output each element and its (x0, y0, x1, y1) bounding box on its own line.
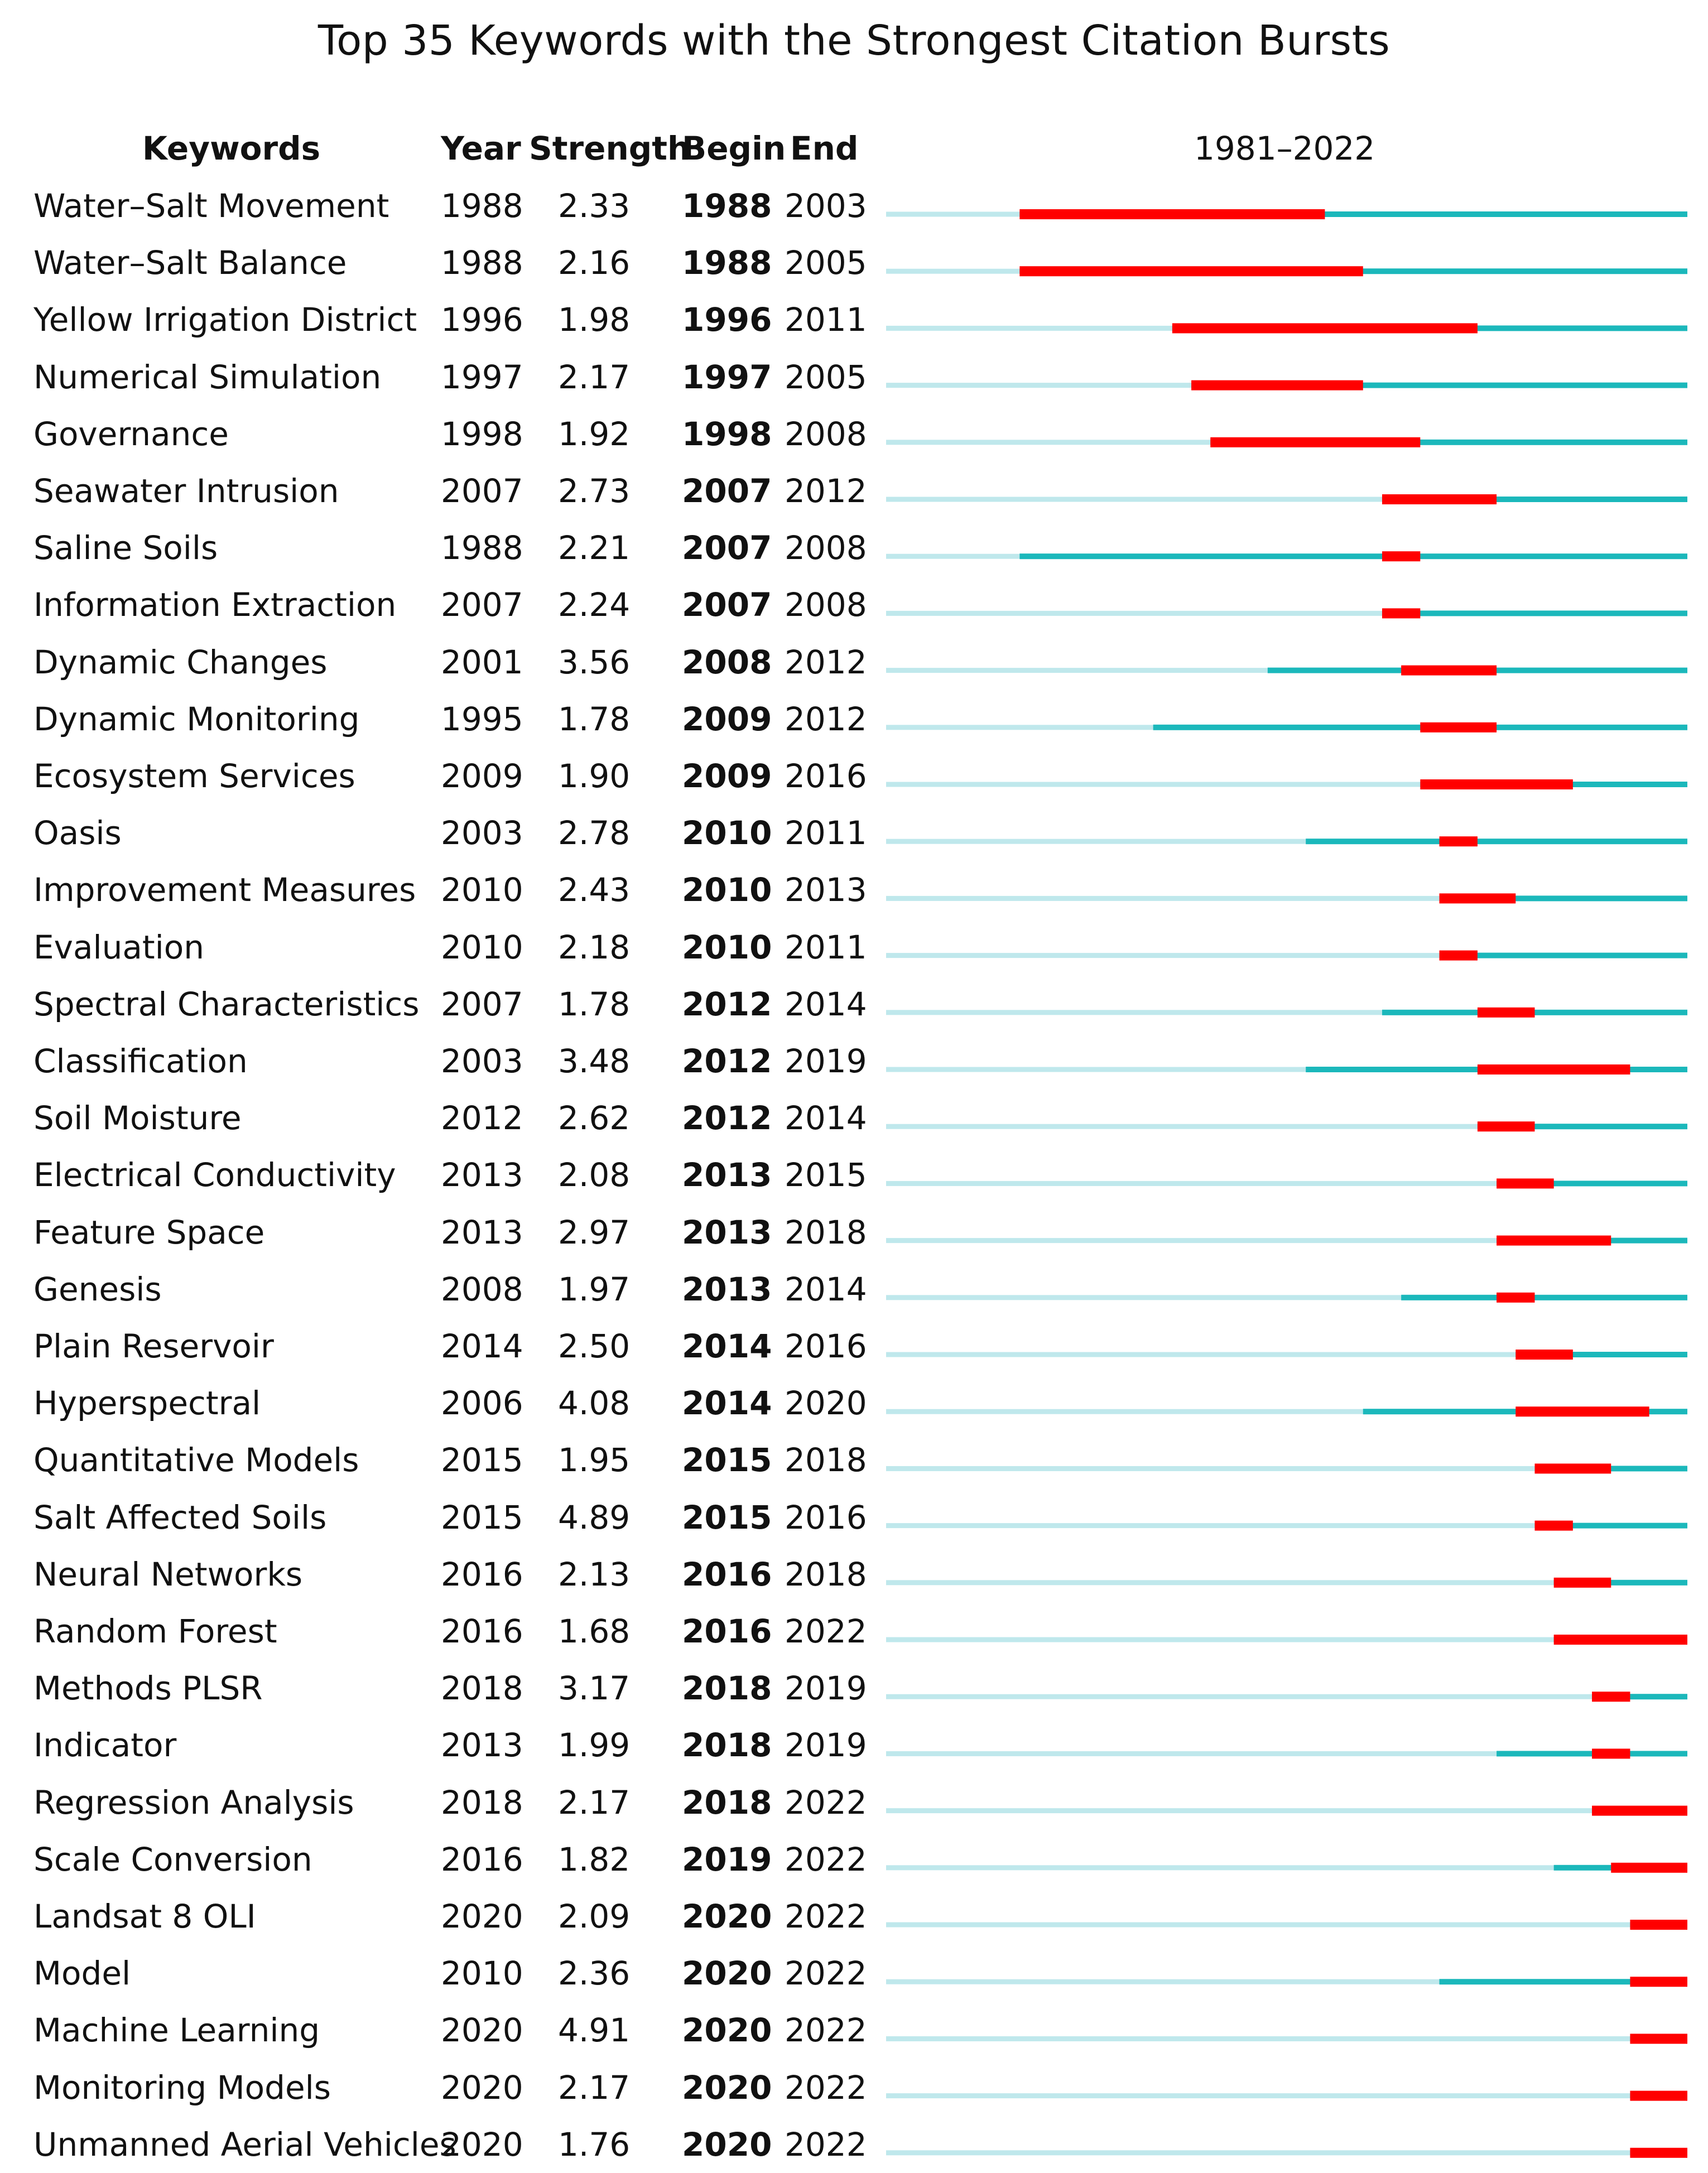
row-strength: 2.17 (558, 358, 631, 396)
row-strength: 1.78 (558, 985, 631, 1023)
burst-bar (1382, 608, 1420, 618)
row-keyword: Seawater Intrusion (33, 472, 339, 510)
burst-bar (1497, 1236, 1611, 1246)
row-end: 2016 (785, 757, 867, 795)
header-keywords: Keywords (142, 129, 321, 167)
row-end: 2011 (785, 301, 867, 339)
row-strength: 1.99 (558, 1726, 631, 1765)
row-end: 2014 (785, 985, 867, 1023)
row-end: 2015 (785, 1156, 867, 1194)
row-begin: 2012 (682, 1042, 772, 1080)
burst-bar (1478, 1121, 1535, 1131)
row-strength: 2.21 (558, 529, 631, 567)
row-end: 2005 (785, 358, 867, 396)
row-year: 2013 (441, 1156, 523, 1194)
burst-bar (1630, 1920, 1687, 1930)
burst-bar (1420, 722, 1497, 733)
row-keyword: Scale Conversion (33, 1840, 312, 1878)
row-strength: 1.68 (558, 1612, 631, 1650)
row-strength: 2.16 (558, 244, 631, 282)
row-end: 2019 (785, 1042, 867, 1080)
burst-bar (1592, 1806, 1687, 1816)
timeline-baseline (886, 2036, 1687, 2041)
burst-bar (1440, 893, 1516, 903)
row-end: 2005 (785, 244, 867, 282)
row-keyword: Landsat 8 OLI (33, 1897, 256, 1935)
row-begin: 2008 (682, 643, 772, 681)
row-begin: 1988 (682, 244, 772, 282)
row-strength: 4.91 (558, 2011, 631, 2050)
burst-bar (1592, 1692, 1630, 1702)
row-strength: 2.73 (558, 472, 631, 510)
timeline-active-period (1306, 839, 1687, 844)
timeline-baseline (886, 2093, 1687, 2098)
row-keyword: Random Forest (33, 1612, 277, 1650)
row-keyword: Machine Learning (33, 2011, 320, 2050)
row-keyword: Information Extraction (33, 586, 397, 624)
row-year: 2012 (441, 1099, 523, 1138)
row-end: 2022 (785, 2068, 867, 2107)
row-end: 2018 (785, 1213, 867, 1251)
row-strength: 4.89 (558, 1498, 631, 1536)
row-strength: 1.90 (558, 757, 631, 795)
row-end: 2011 (785, 814, 867, 852)
burst-bar (1515, 1406, 1649, 1416)
burst-bar (1630, 2148, 1687, 2158)
row-begin: 2012 (682, 985, 772, 1023)
row-end: 2014 (785, 1270, 867, 1308)
row-end: 2018 (785, 1555, 867, 1593)
row-begin: 2015 (682, 1441, 772, 1480)
row-year: 1997 (441, 358, 523, 396)
burst-bar (1478, 1008, 1535, 1018)
row-begin: 2018 (682, 1783, 772, 1822)
row-year: 2020 (441, 1897, 523, 1935)
row-strength: 2.33 (558, 187, 631, 225)
row-begin: 2009 (682, 757, 772, 795)
row-begin: 2020 (682, 1954, 772, 1993)
row-begin: 2014 (682, 1384, 772, 1423)
timeline-active-period (1401, 1295, 1687, 1300)
row-strength: 1.76 (558, 2125, 631, 2164)
row-end: 2008 (785, 415, 867, 453)
row-end: 2016 (785, 1498, 867, 1536)
row-strength: 1.95 (558, 1441, 631, 1480)
row-keyword: Monitoring Models (33, 2068, 331, 2107)
row-end: 2013 (785, 871, 867, 909)
burst-bar (1191, 380, 1363, 391)
row-begin: 2018 (682, 1726, 772, 1765)
row-strength: 4.08 (558, 1384, 631, 1423)
row-begin: 2013 (682, 1156, 772, 1194)
row-keyword: Salt Affected Soils (33, 1498, 327, 1536)
row-strength: 1.92 (558, 415, 631, 453)
row-year: 2015 (441, 1498, 523, 1536)
burst-bar (1554, 1578, 1611, 1588)
row-keyword: Methods PLSR (33, 1669, 263, 1708)
row-strength: 2.62 (558, 1099, 631, 1138)
burst-bar (1440, 951, 1478, 961)
row-keyword: Evaluation (33, 928, 205, 966)
row-year: 1988 (441, 244, 523, 282)
burst-bar (1497, 1178, 1554, 1188)
row-begin: 2020 (682, 2068, 772, 2107)
row-keyword: Plain Reservoir (33, 1327, 274, 1365)
row-end: 2016 (785, 1327, 867, 1365)
row-begin: 2012 (682, 1099, 772, 1138)
row-year: 2007 (441, 586, 523, 624)
burst-bar (1592, 1748, 1630, 1758)
row-strength: 2.17 (558, 1783, 631, 1822)
row-keyword: Soil Moisture (33, 1099, 242, 1138)
row-end: 2012 (785, 643, 867, 681)
burst-bar (1630, 2034, 1687, 2044)
row-strength: 1.78 (558, 700, 631, 738)
row-begin: 2010 (682, 814, 772, 852)
burst-bar (1401, 666, 1497, 676)
row-strength: 2.97 (558, 1213, 631, 1251)
row-begin: 2016 (682, 1612, 772, 1650)
row-year: 2016 (441, 1612, 523, 1650)
row-year: 2020 (441, 2011, 523, 2050)
row-begin: 2016 (682, 1555, 772, 1593)
row-begin: 2015 (682, 1498, 772, 1536)
row-end: 2022 (785, 1612, 867, 1650)
row-end: 2014 (785, 1099, 867, 1138)
burst-bar (1019, 209, 1325, 219)
burst-bar (1172, 323, 1478, 333)
row-strength: 2.36 (558, 1954, 631, 1993)
row-begin: 2010 (682, 928, 772, 966)
row-year: 1988 (441, 187, 523, 225)
row-strength: 1.98 (558, 301, 631, 339)
row-begin: 2007 (682, 472, 772, 510)
burst-bar (1554, 1635, 1687, 1645)
row-keyword: Unmanned Aerial Vehicles (33, 2125, 456, 2164)
row-keyword: Dynamic Monitoring (33, 700, 360, 738)
burst-bar (1019, 266, 1363, 276)
burst-bar (1210, 437, 1420, 447)
row-end: 2022 (785, 1783, 867, 1822)
row-begin: 2010 (682, 871, 772, 909)
row-begin: 2019 (682, 1840, 772, 1878)
row-keyword: Hyperspectral (33, 1384, 261, 1423)
row-strength: 2.18 (558, 928, 631, 966)
row-year: 2020 (441, 2125, 523, 2164)
row-keyword: Ecosystem Services (33, 757, 355, 795)
row-end: 2008 (785, 586, 867, 624)
row-year: 2010 (441, 1954, 523, 1993)
row-begin: 1998 (682, 415, 772, 453)
burst-bar (1497, 1293, 1534, 1303)
row-year: 2010 (441, 928, 523, 966)
row-end: 2022 (785, 1897, 867, 1935)
row-year: 2010 (441, 871, 523, 909)
row-strength: 2.08 (558, 1156, 631, 1194)
burst-bar (1515, 1350, 1573, 1360)
row-end: 2022 (785, 1954, 867, 1993)
row-keyword: Saline Soils (33, 529, 218, 567)
row-begin: 2007 (682, 529, 772, 567)
row-end: 2012 (785, 472, 867, 510)
burst-bar (1382, 551, 1420, 561)
burst-bar (1440, 836, 1478, 846)
row-begin: 2007 (682, 586, 772, 624)
row-keyword: Electrical Conductivity (33, 1156, 396, 1194)
row-strength: 2.78 (558, 814, 631, 852)
row-year: 2016 (441, 1555, 523, 1593)
row-year: 2018 (441, 1669, 523, 1708)
row-end: 2019 (785, 1669, 867, 1708)
row-keyword: Improvement Measures (33, 871, 416, 909)
timeline-baseline (886, 1808, 1687, 1813)
row-year: 2001 (441, 643, 523, 681)
row-end: 2003 (785, 187, 867, 225)
burst-bar (1478, 1064, 1630, 1075)
header-year: Year (441, 129, 521, 167)
row-year: 2008 (441, 1270, 523, 1308)
row-strength: 3.56 (558, 643, 631, 681)
burst-bar (1611, 1863, 1687, 1873)
row-end: 2022 (785, 2125, 867, 2164)
row-end: 2011 (785, 928, 867, 966)
timeline-baseline (886, 1923, 1687, 1928)
row-begin: 2020 (682, 2011, 772, 2050)
row-strength: 2.17 (558, 2068, 631, 2107)
header-begin: Begin (682, 129, 786, 167)
row-strength: 3.48 (558, 1042, 631, 1080)
row-year: 2018 (441, 1783, 523, 1822)
row-begin: 1997 (682, 358, 772, 396)
row-begin: 2020 (682, 2125, 772, 2164)
row-keyword: Indicator (33, 1726, 177, 1765)
header-strength: Strength (529, 129, 691, 167)
row-year: 2006 (441, 1384, 523, 1423)
row-strength: 2.43 (558, 871, 631, 909)
row-year: 1995 (441, 700, 523, 738)
chart-title: Top 35 Keywords with the Strongest Citation Bursts (317, 17, 1391, 65)
row-end: 2019 (785, 1726, 867, 1765)
row-keyword: Spectral Characteristics (33, 985, 420, 1023)
row-strength: 2.13 (558, 1555, 631, 1593)
row-begin: 1996 (682, 301, 772, 339)
burst-bar (1630, 2091, 1687, 2101)
row-end: 2018 (785, 1441, 867, 1480)
row-end: 2022 (785, 2011, 867, 2050)
row-year: 1998 (441, 415, 523, 453)
row-keyword: Water–Salt Balance (33, 244, 347, 282)
burst-bar (1534, 1463, 1611, 1473)
row-strength: 3.17 (558, 1669, 631, 1708)
row-year: 2003 (441, 1042, 523, 1080)
row-keyword: Classification (33, 1042, 248, 1080)
timeline-baseline (886, 2150, 1687, 2155)
row-year: 1996 (441, 301, 523, 339)
row-strength: 2.09 (558, 1897, 631, 1935)
row-year: 2003 (441, 814, 523, 852)
row-year: 2009 (441, 757, 523, 795)
row-strength: 1.97 (558, 1270, 631, 1308)
row-year: 2014 (441, 1327, 523, 1365)
row-begin: 2013 (682, 1270, 772, 1308)
row-year: 2015 (441, 1441, 523, 1480)
row-begin: 2018 (682, 1669, 772, 1708)
row-begin: 2014 (682, 1327, 772, 1365)
row-keyword: Feature Space (33, 1213, 265, 1251)
row-keyword: Governance (33, 415, 229, 453)
row-keyword: Genesis (33, 1270, 162, 1308)
row-end: 2020 (785, 1384, 867, 1423)
row-begin: 1988 (682, 187, 772, 225)
row-end: 2012 (785, 700, 867, 738)
row-keyword: Model (33, 1954, 131, 1993)
row-strength: 2.24 (558, 586, 631, 624)
row-strength: 2.50 (558, 1327, 631, 1365)
row-keyword: Quantitative Models (33, 1441, 359, 1480)
row-begin: 2020 (682, 1897, 772, 1935)
burst-bar (1630, 1977, 1687, 1987)
row-keyword: Regression Analysis (33, 1783, 354, 1822)
row-keyword: Oasis (33, 814, 122, 852)
row-begin: 2009 (682, 700, 772, 738)
row-year: 2007 (441, 472, 523, 510)
timeline-active-period (1382, 610, 1687, 616)
row-end: 2022 (785, 1840, 867, 1878)
header-timeline-range: 1981–2022 (1194, 129, 1375, 167)
burst-bar (1382, 494, 1497, 504)
row-year: 2016 (441, 1840, 523, 1878)
row-begin: 2013 (682, 1213, 772, 1251)
row-keyword: Neural Networks (33, 1555, 303, 1593)
row-end: 2008 (785, 529, 867, 567)
timeline-baseline (886, 1694, 1687, 1699)
row-year: 2007 (441, 985, 523, 1023)
row-keyword: Numerical Simulation (33, 358, 382, 396)
row-year: 1988 (441, 529, 523, 567)
burst-bar (1420, 779, 1573, 789)
row-keyword: Yellow Irrigation District (33, 301, 417, 339)
burst-bar (1534, 1521, 1572, 1531)
row-strength: 1.82 (558, 1840, 631, 1878)
header-end: End (790, 129, 859, 167)
row-year: 2013 (441, 1213, 523, 1251)
row-keyword: Dynamic Changes (33, 643, 328, 681)
row-year: 2020 (441, 2068, 523, 2107)
row-year: 2013 (441, 1726, 523, 1765)
row-keyword: Water–Salt Movement (33, 187, 389, 225)
timeline-active-period (1019, 553, 1687, 559)
